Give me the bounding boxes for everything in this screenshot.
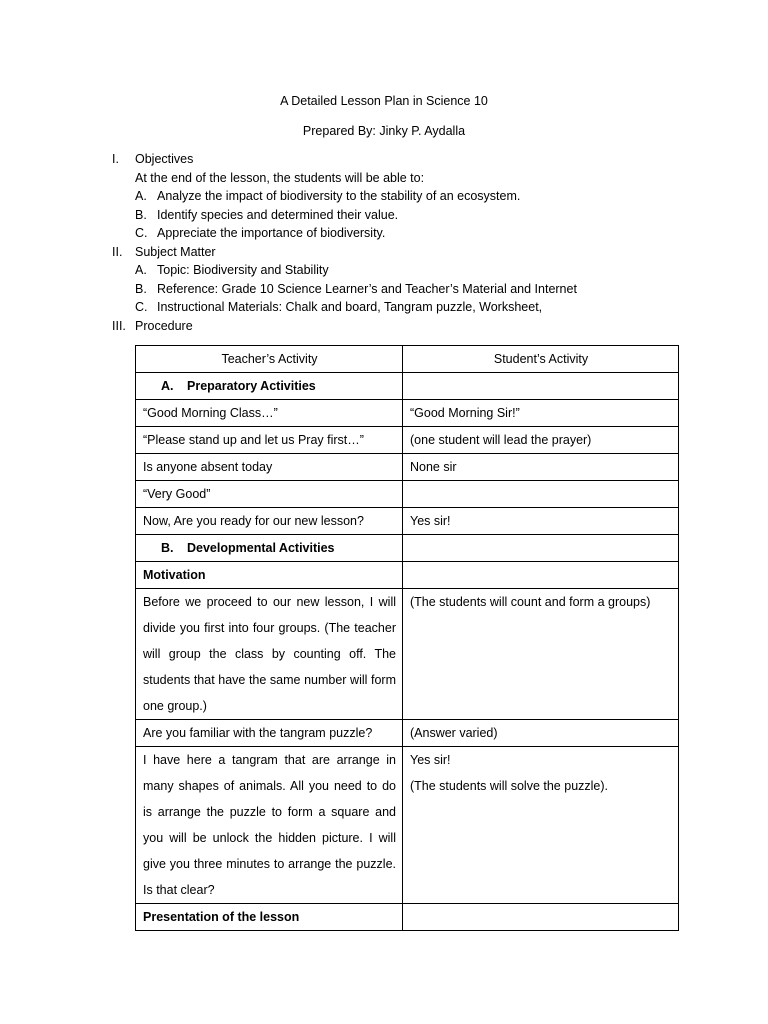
item-text: Instructional Materials: Chalk and board, Tangram puzzle, Worksheet,: [157, 300, 543, 314]
student-cell: None sir: [403, 454, 679, 481]
table-row: [136, 747, 679, 904]
teacher-cell: Now, Are you ready for our new lesson?: [136, 508, 403, 535]
table-row: [136, 373, 679, 400]
prepared-by: Prepared By: Jinky P. Aydalla: [302, 124, 466, 138]
section-numeral: II.: [112, 244, 123, 259]
item-letter: B.: [135, 281, 147, 296]
outline: [112, 150, 712, 335]
student-cell: [403, 904, 679, 931]
item-text: Reference: Grade 10 Science Learner’s and Teacher’s Material and Internet: [157, 281, 577, 296]
student-cell: [403, 535, 679, 562]
subhead-text: Developmental Activities: [187, 541, 335, 555]
table-row: [136, 427, 679, 454]
student-cell: [403, 481, 679, 508]
subhead-text: Preparatory Activities: [187, 379, 316, 393]
table-row: [136, 904, 679, 931]
section-procedure-heading: [112, 317, 712, 336]
student-cell: [403, 373, 679, 400]
item-letter: A.: [135, 263, 147, 277]
procedure-table: [135, 345, 679, 931]
item-letter: A.: [135, 189, 147, 203]
student-cell: Yes sir!: [403, 508, 679, 535]
table-row: [136, 535, 679, 562]
item-text: Topic: Biodiversity and Stability: [157, 263, 329, 277]
teacher-cell: Are you familiar with the tangram puzzle?: [136, 720, 403, 747]
section-heading: Procedure: [135, 318, 193, 333]
section-numeral: I.: [112, 152, 119, 166]
subhead-letter: A.: [161, 379, 174, 393]
teacher-cell: Is anyone absent today: [136, 454, 403, 481]
item-letter: C.: [135, 226, 148, 240]
student-cell: (Answer varied): [403, 720, 679, 747]
item-letter: B.: [135, 207, 147, 222]
table-row: [136, 454, 679, 481]
table-row: [136, 400, 679, 427]
teacher-cell: “Please stand up and let us Pray first…”: [136, 427, 403, 454]
section-objectives-heading: [112, 150, 712, 169]
teacher-cell: I have here a tangram that are arrange in many shapes of animals. All you need to do is arrange the puzzle to form a square and you will be unlock the hidden picture. I will give you three minutes to arrange the puzzle. Is that clear?: [136, 747, 403, 904]
student-line: (The students will solve the puzzle).: [410, 779, 609, 793]
section-heading: Subject Matter: [135, 244, 216, 259]
table-row: [136, 562, 679, 589]
subject-matter-item: [112, 298, 712, 317]
student-cell: (one student will lead the prayer): [403, 427, 679, 454]
student-cell: [403, 747, 679, 904]
subject-matter-item: [112, 280, 712, 299]
item-text: Appreciate the importance of biodiversity.: [157, 226, 386, 240]
item-text: Analyze the impact of biodiversity to the stability of an ecosystem.: [157, 189, 521, 203]
document-title: A Detailed Lesson Plan in Science 10: [280, 94, 488, 108]
student-cell: (The students will count and form a groups): [403, 589, 679, 720]
subject-matter-item: [112, 261, 712, 280]
teacher-cell: “Very Good”: [136, 481, 403, 508]
student-line: Yes sir!: [410, 753, 451, 767]
teacher-cell: Presentation of the lesson: [136, 904, 403, 931]
teacher-activity-header: Teacher’s Activity: [136, 346, 403, 373]
student-activity-header: Student’s Activity: [403, 346, 679, 373]
objective-item: [112, 206, 712, 225]
student-cell: “Good Morning Sir!”: [403, 400, 679, 427]
item-text: Identify species and determined their value.: [157, 207, 399, 222]
section-subject-matter-heading: [112, 243, 712, 262]
item-letter: C.: [135, 300, 148, 314]
table-header-row: [136, 346, 679, 373]
teacher-cell: [136, 373, 403, 400]
teacher-cell: [136, 535, 403, 562]
table-row: [136, 589, 679, 720]
objectives-intro: At the end of the lesson, the students will be able to:: [135, 170, 425, 185]
objective-item: [112, 187, 712, 206]
teacher-cell: Before we proceed to our new lesson, I will divide you first into four groups. (The teacher will group the class by counting off. The students that have the same number will form one group.): [136, 589, 403, 720]
section-heading: Objectives: [135, 152, 194, 166]
teacher-cell: Motivation: [136, 562, 403, 589]
student-cell: [403, 562, 679, 589]
section-numeral: III.: [112, 318, 126, 333]
table-row: [136, 481, 679, 508]
table-row: [136, 720, 679, 747]
subhead-letter: B.: [161, 541, 174, 555]
teacher-cell: “Good Morning Class…”: [136, 400, 403, 427]
table-row: [136, 508, 679, 535]
objective-item: [112, 224, 712, 243]
